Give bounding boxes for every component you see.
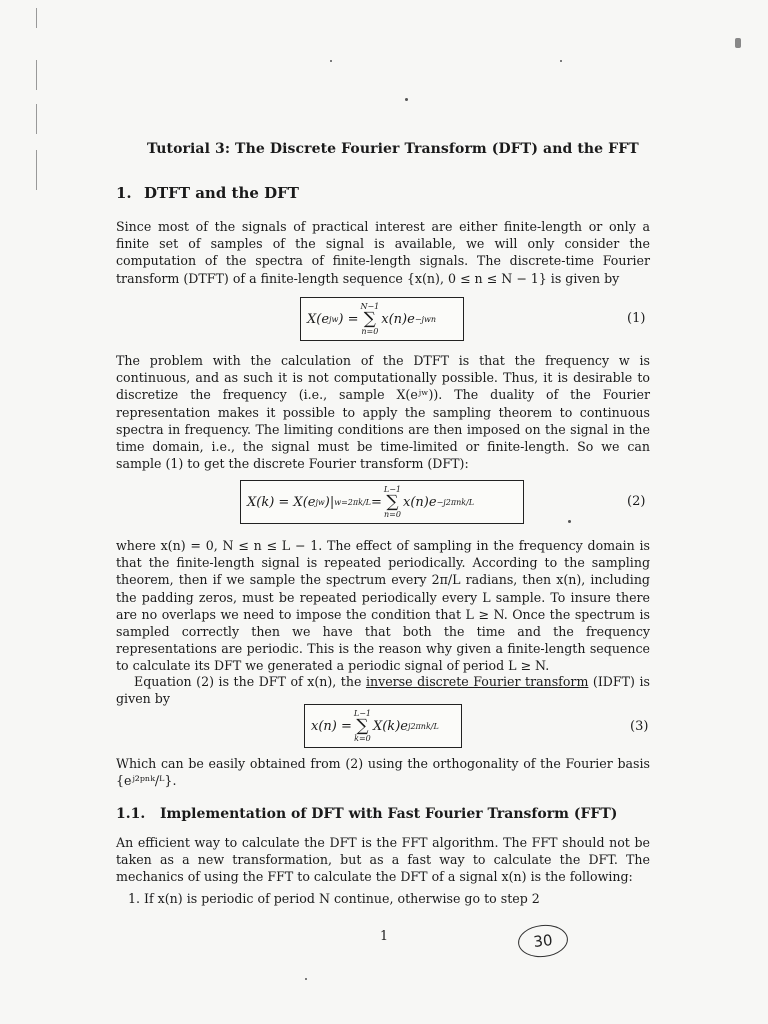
document-title: Tutorial 3: The Discrete Fourier Transform (DFT) and the FFT	[147, 141, 639, 157]
page-number: 1	[380, 928, 389, 943]
paragraph-sampling: where x(n) = 0, N ≤ n ≤ L − 1. The effect of sampling in the frequency domain is that the finite-length signal is repeated periodically. According to the sampling theorem, then if we sample the spectrum every 2π/L radians, then x(n), including the padding zeros, must be repeated periodically every L sample. To insure there are no overlaps we need to impose the condition that L ≥ N. Once the spectrum is sampled correctly then we have that both the time and the frequency representations are periodic. This is the reason why given a finite-length sequence to calculate its DFT we generated a periodic signal of period L ≥ N.	[116, 538, 650, 674]
equation-1-box	[300, 297, 464, 341]
eq2-lower-limit: n=0	[383, 509, 401, 519]
scan-speck	[330, 60, 332, 62]
eq2-rhs-sup: −j2πnk/L	[436, 497, 475, 507]
scan-speck	[568, 520, 571, 523]
eq2-mid: =	[371, 494, 382, 510]
paragraph-orthogonality: Which can be easily obtained from (2) using the orthogonality of the Fourier basis {eʲ²ᵖⁿᵏ/ᴸ}.	[116, 756, 650, 789]
scan-speck	[735, 38, 741, 48]
eq3-rhs: X(k)e	[372, 718, 408, 734]
summation-symbol: L−1 ∑ k=0	[353, 708, 371, 743]
section-heading-1	[116, 184, 299, 202]
handwritten-page-stamp: 30	[516, 922, 569, 959]
scan-mark	[36, 8, 37, 28]
scan-mark	[36, 60, 37, 90]
list-item: 1. If x(n) is periodic of period N continue, otherwise go to step 2	[128, 891, 540, 906]
scan-mark	[36, 104, 37, 134]
equation-1-number: (1)	[627, 311, 646, 326]
eq1-lhs: X(e	[307, 311, 330, 327]
eq2-rhs: x(n)e	[403, 494, 437, 510]
scan-speck	[560, 60, 562, 62]
eq2-lhs: X(k) = X(e	[247, 494, 316, 510]
eq1-upper-limit: N−1	[360, 301, 380, 311]
scan-mark	[36, 150, 37, 190]
idft-text-after: (IDFT) is given by	[116, 674, 650, 707]
eq3-rhs-sup: j2πnk/L	[407, 721, 439, 731]
eq1-mid: ) =	[338, 311, 359, 327]
eq2-lhs-sup: jw	[315, 497, 325, 507]
eq1-rhs-sup: −jwn	[414, 314, 436, 324]
equation-3-number: (3)	[630, 719, 649, 734]
section-heading-text: DTFT and the DFT	[144, 184, 299, 202]
equation-2-box	[240, 480, 524, 524]
summation-symbol: L−1 ∑ n=0	[383, 484, 402, 519]
section-number: 1.	[116, 184, 132, 202]
eq3-lower-limit: k=0	[354, 733, 371, 743]
scan-speck	[305, 978, 307, 980]
paragraph-dtft-problem: The problem with the calculation of the DTFT is that the frequency w is continuous, and as such it is not computationally possible. Thus, it is desirable to discretize the frequency (i.e., sample X(eʲʷ)). The duality of the Fourier representation makes it possible to apply the sampling theorem to continuous spectra in frequency. The limiting conditions are then imposed on the signal in the time domain, i.e., the signal must be time-limited or finite-length. So we can sample (1) to get the discrete Fourier transform (DFT):	[116, 353, 650, 472]
paragraph-fft: An efficient way to calculate the DFT is the FFT algorithm. The FFT should not be taken as a new transformation, but as a fast way to calculate the DFT. The mechanics of using the FFT to calculate the DFT of a signal x(n) is the following:	[116, 835, 650, 885]
eq1-lhs-sup: jw	[329, 314, 339, 324]
equation-2-number: (2)	[627, 494, 646, 509]
eq2-bar: )|	[324, 494, 335, 510]
paragraph-idft-intro	[116, 673, 650, 707]
paragraph-intro: Since most of the signals of practical interest are either finite-length or only a finite set of samples of the signal is available, we will only consider the computation of the spectra of finite-length signals. The discrete-time Fourier transform (DTFT) of a finite-length sequence {x(n), 0 ≤ n ≤ N − 1} is given by	[116, 219, 650, 286]
section-number: 1.1.	[116, 806, 146, 822]
summation-symbol: N−1 ∑ n=0	[360, 301, 380, 336]
idft-underlined-term: inverse discrete Fourier transform	[365, 674, 589, 689]
eq2-condition: w=2πk/L	[334, 497, 371, 507]
eq1-lower-limit: n=0	[361, 326, 379, 336]
eq1-rhs: x(n)e	[381, 311, 415, 327]
idft-text-before: Equation (2) is the DFT of x(n), the	[134, 674, 366, 689]
scan-speck	[405, 98, 408, 101]
section-heading-1-1	[116, 806, 617, 822]
section-heading-text: Implementation of DFT with Fast Fourier Transform (FFT)	[160, 806, 618, 822]
eq3-upper-limit: L−1	[353, 708, 371, 718]
eq3-lhs: x(n) =	[311, 718, 352, 734]
eq2-upper-limit: L−1	[383, 484, 402, 494]
equation-3-box	[304, 704, 462, 748]
